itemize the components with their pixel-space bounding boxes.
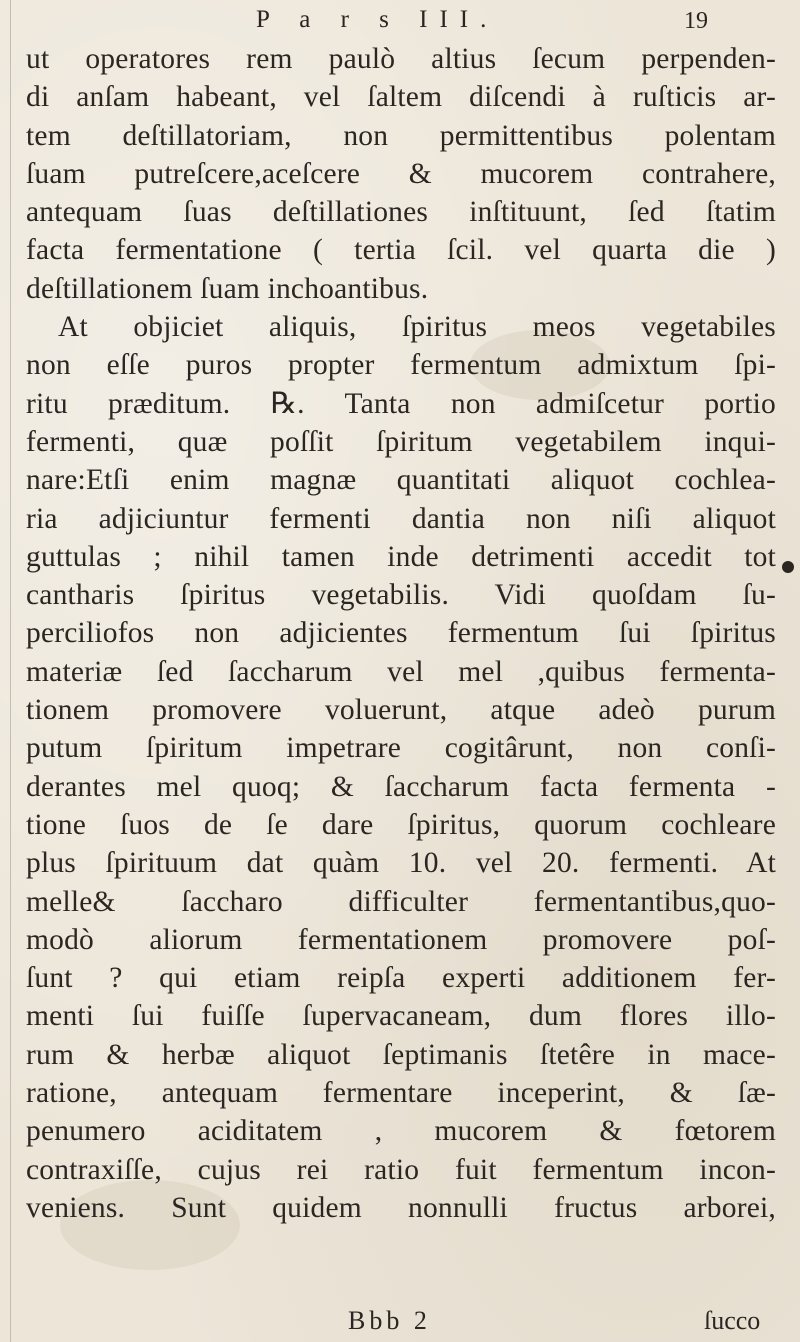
text-line: guttulas ; nihil tamen inde detrimenti accedit tot — [26, 540, 776, 573]
page-number: 19 — [684, 8, 708, 34]
text-line: At objiciet aliquis, ſpiritus meos vegetabiles — [58, 311, 776, 344]
text-line: menti ſui fuiſſe ſupervacaneam, dum flores illo- — [26, 1000, 776, 1033]
text-line: non eſſe puros propter fermentum admixtum ſpi- — [26, 349, 776, 382]
running-head — [0, 2, 800, 38]
text-line: facta fermentatione ( tertia ſcil. vel quarta die ) — [26, 234, 776, 267]
text-line: ratione, antequam fermentare inceperint, & ſæ- — [26, 1077, 776, 1110]
text-line: tione ſuos de ſe dare ſpiritus, quorum cochleare — [26, 808, 776, 841]
text-line: penumero aciditatem , mucorem & fœtorem — [26, 1115, 776, 1148]
catchword: ſucco — [704, 1306, 761, 1335]
text-line: materiæ ſed ſaccharum vel mel ,quibus fermenta- — [26, 655, 776, 688]
text-line: tem deſtillatoriam, non permittentibus polentam — [26, 119, 776, 152]
text-line: contraxiſſe, cujus rei ratio fuit fermentum incon- — [26, 1153, 776, 1186]
text-line: derantes mel quoq; & ſaccharum facta fermenta - — [26, 770, 776, 803]
text-line: plus ſpirituum dat quàm 10. vel 20. fermenti. At — [26, 847, 776, 880]
text-line: ſunt ? qui etiam reipſa experti additionem fer- — [26, 962, 776, 995]
page-edge-line — [10, 0, 11, 1342]
text-line: ut operatores rem paulò altius ſecum perpenden- — [26, 43, 776, 75]
text-line: ritu præditum. ℞. Tanta non admiſcetur portio — [26, 387, 776, 420]
text-line: fermenti, quæ poſſit ſpiritum vegetabilem inqui- — [26, 425, 776, 458]
body-text — [26, 40, 776, 1227]
text-line: antequam ſuas deſtillationes inſtituunt, ſed ſtatim — [26, 196, 776, 229]
ink-spot — [782, 561, 794, 573]
text-line: modò aliorum fermentationem promovere poſ- — [26, 923, 776, 956]
text-line: deſtillationem ſuam inchoantibus. — [26, 272, 429, 305]
signature-mark: Bbb 2 — [348, 1306, 431, 1335]
text-line: tionem promovere voluerunt, atque adeò purum — [26, 694, 776, 727]
text-line: rum & herbæ aliquot ſeptimanis ſtetêre in mace- — [26, 1038, 776, 1071]
text-line: di anſam habeant, vel ſaltem diſcendi à ruſticis ar- — [26, 81, 776, 114]
text-line: nare:Etſi enim magnæ quantitati aliquot cochlea- — [26, 464, 776, 497]
text-line: perciliofos non adjicientes fermentum ſui ſpiritus — [26, 617, 776, 650]
running-head-title: P a r s III. — [256, 6, 499, 33]
text-line: ria adjiciuntur fermenti dantia non niſi aliquot — [26, 502, 776, 535]
text-line: ſuam putreſcere,aceſcere & mucorem contrahere, — [26, 157, 776, 190]
text-line: melle& ſaccharo difficulter fermentantibus,quo- — [26, 885, 776, 918]
text-line: cantharis ſpiritus vegetabilis. Vidi quoſdam ſu- — [26, 579, 776, 612]
page-footer — [0, 1306, 800, 1340]
text-line: veniens. Sunt quidem nonnulli fructus arborei, — [26, 1191, 776, 1224]
text-line: putum ſpiritum impetrare cogitârunt, non conſi- — [26, 732, 776, 765]
